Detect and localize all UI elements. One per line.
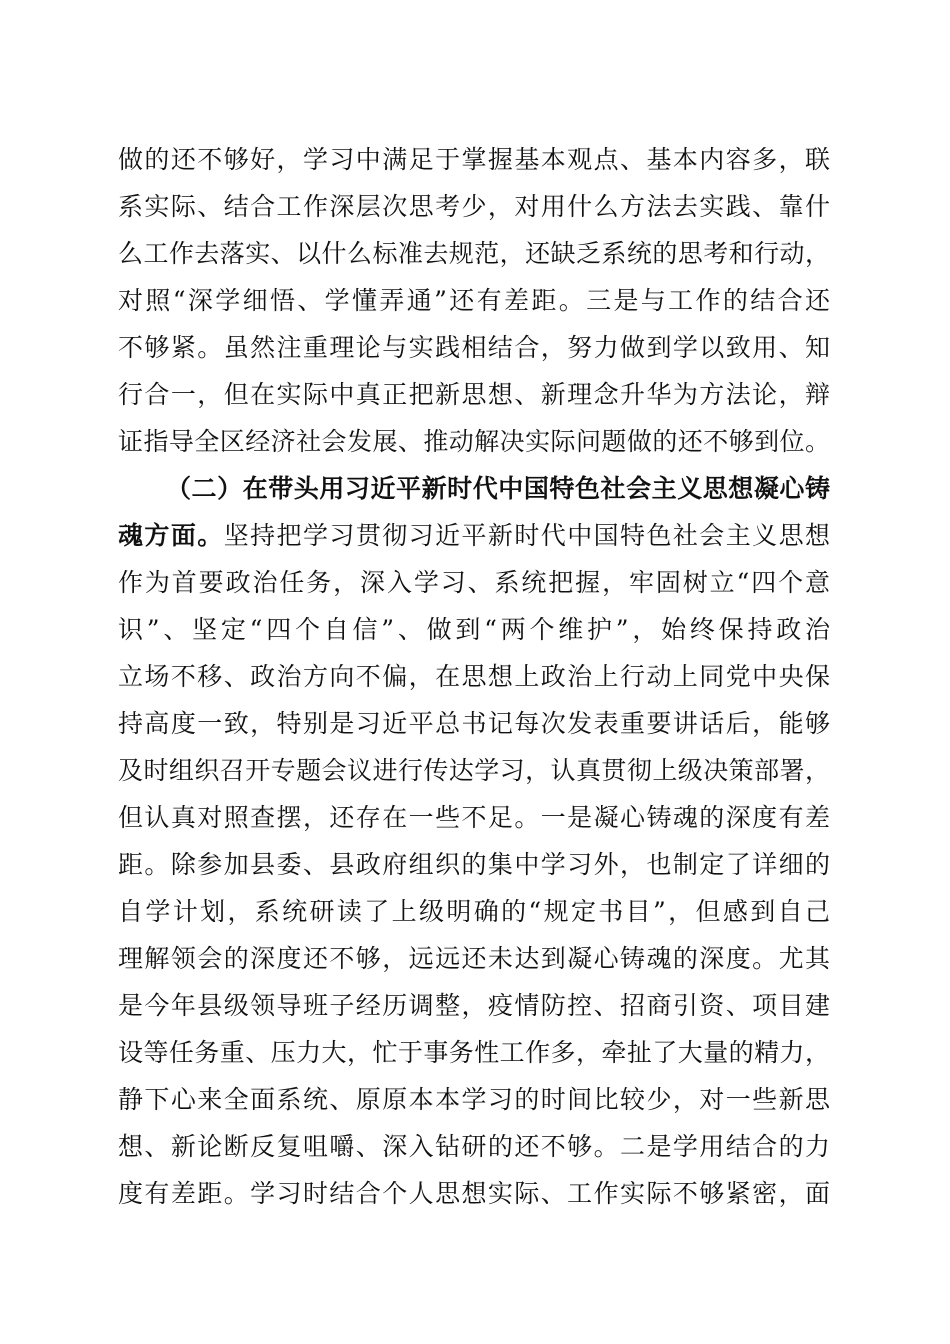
text-line: 立场不移、政治方向不偏，在思想上政治上行动上同党中央保	[118, 662, 830, 691]
text-line: 静下心来全面系统、原原本本学习的时间比较少，对一些新思	[118, 1085, 830, 1114]
text-line: 度有差距。学习时结合个人思想实际、工作实际不够紧密，面	[118, 1179, 830, 1208]
text-line: 距。除参加县委、县政府组织的集中学习外，也制定了详细的	[118, 850, 830, 879]
section-heading-end: 魂方面。	[118, 521, 224, 550]
section-heading-continuation	[118, 521, 830, 551]
text-line: 作为首要政治任务，深入学习、系统把握，牢固树立“四个意	[118, 568, 830, 597]
text-line: 理解领会的深度还不够，远远还未达到凝心铸魂的深度。尤其	[118, 944, 830, 973]
text-line: 但认真对照查摆，还存在一些不足。一是凝心铸魂的深度有差	[118, 803, 830, 832]
text-line: 想、新论断反复咀嚼、深入钻研的还不够。二是学用结合的力	[118, 1132, 830, 1161]
text-line: 行合一，但在实际中真正把新思想、新理念升华为方法论，辩	[118, 380, 830, 409]
text-line: 是今年县级领导班子经历调整，疫情防控、招商引资、项目建	[118, 991, 830, 1020]
text-line: 不够紧。虽然注重理论与实践相结合，努力做到学以致用、知	[118, 333, 830, 362]
text-line: 持高度一致，特别是习近平总书记每次发表重要讲话后，能够	[118, 709, 830, 738]
text-line: 对照“深学细悟、学懂弄通”还有差距。三是与工作的结合还	[118, 286, 830, 315]
text-line: 识”、坚定“四个自信”、做到“两个维护”，始终保持政治	[118, 615, 830, 644]
text-line: 做的还不够好，学习中满足于掌握基本观点、基本内容多，联	[118, 145, 830, 174]
section-heading: （二）在带头用习近平新时代中国特色社会主义思想凝心铸	[166, 474, 830, 503]
text-line: 证指导全区经济社会发展、推动解决实际问题做的还不够到位。	[118, 427, 830, 456]
text-line: 么工作去落实、以什么标准去规范，还缺乏系统的思考和行动，	[118, 239, 830, 268]
text-line: 系实际、结合工作深层次思考少，对用什么方法去实践、靠什	[118, 192, 830, 221]
text-line: 自学计划，系统研读了上级明确的“规定书目”，但感到自己	[118, 897, 830, 926]
text-line: 及时组织召开专题会议进行传达学习，认真贯彻上级决策部署，	[118, 756, 830, 785]
text-line: 设等任务重、压力大，忙于事务性工作多，牵扯了大量的精力，	[118, 1038, 830, 1067]
section-body-start: 坚持把学习贯彻习近平新时代中国特色社会主义思想	[223, 521, 830, 550]
